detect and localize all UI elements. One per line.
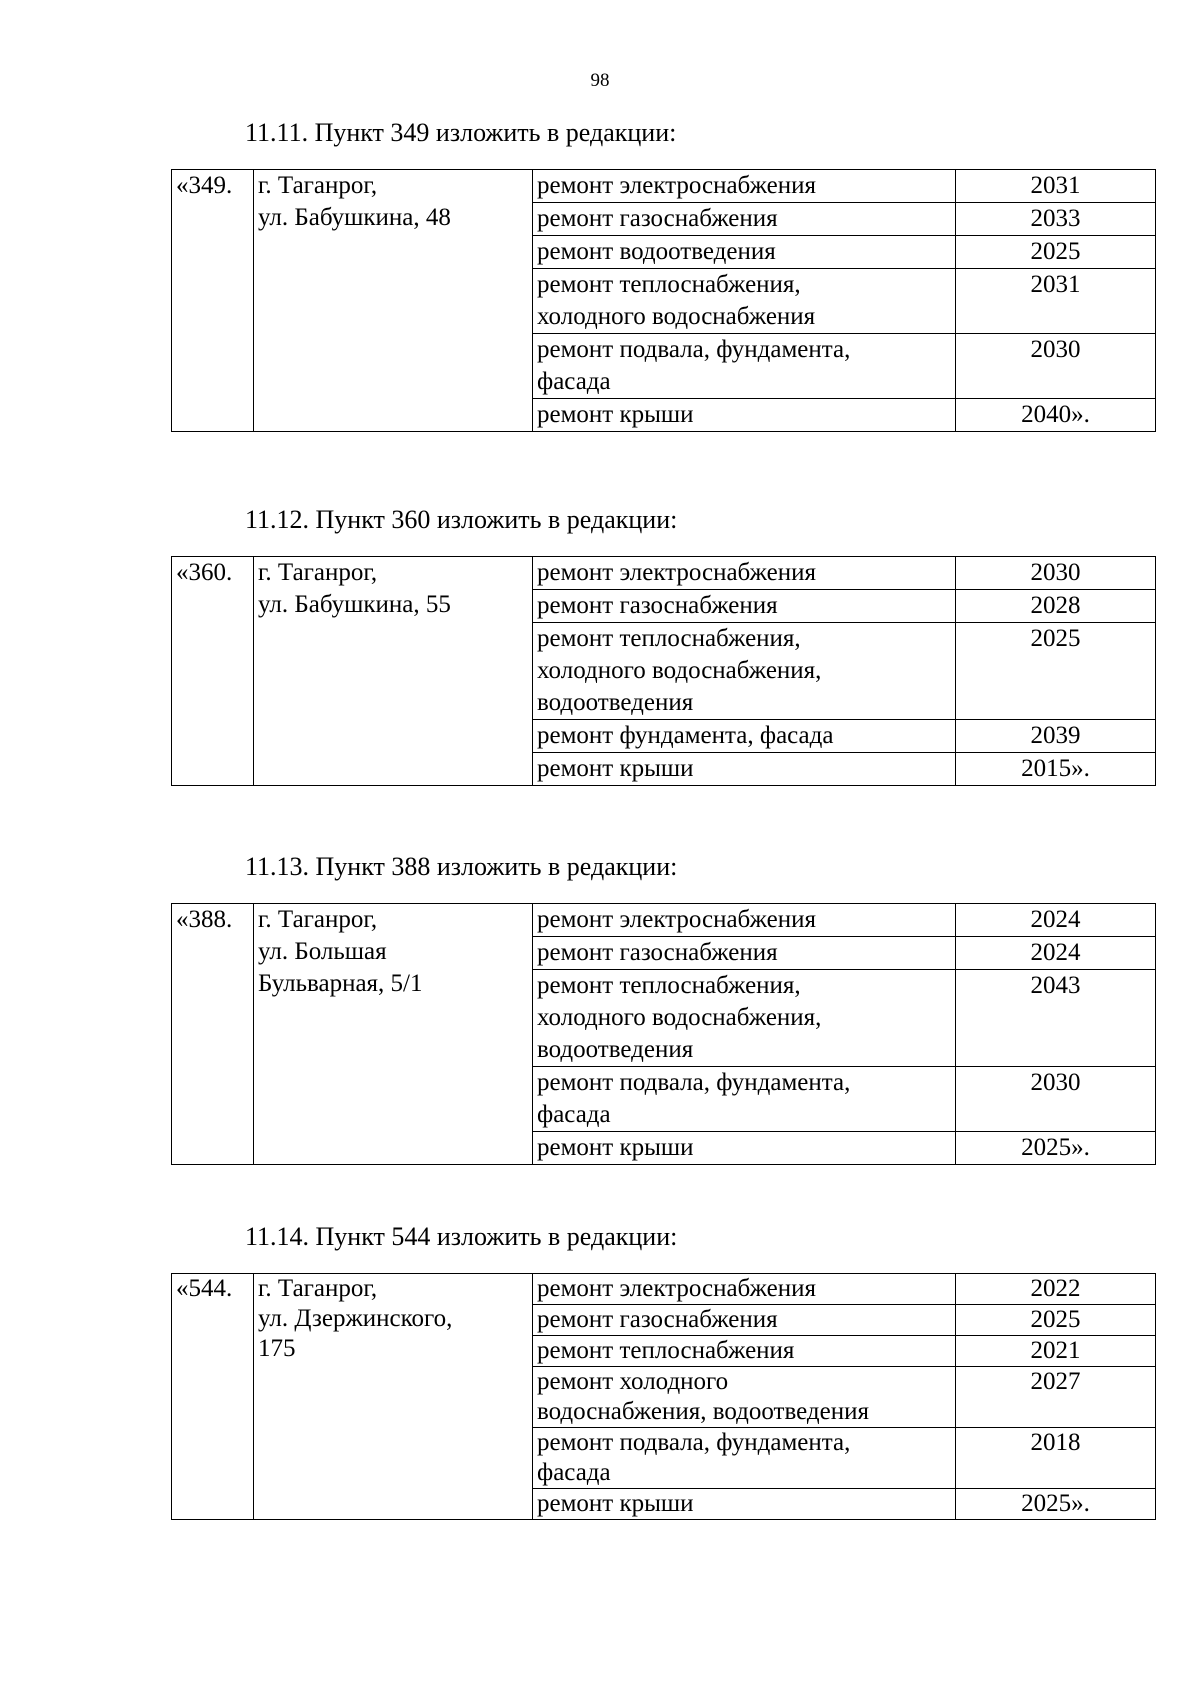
year-cell: 2025». — [956, 1489, 1156, 1520]
work-line: ремонт газоснабжения — [537, 939, 778, 966]
table-row — [172, 1274, 1156, 1305]
work-line: фасада — [537, 368, 611, 395]
work-cell — [533, 170, 956, 203]
address-line: ул. Бабушкина, 55 — [258, 591, 451, 618]
page-number: 98 — [590, 70, 610, 91]
year-cell: 2027 — [956, 1367, 1156, 1428]
year-cell: 2018 — [956, 1428, 1156, 1489]
address-line: 175 — [258, 1335, 296, 1362]
work-cell — [533, 1067, 956, 1132]
work-line: фасада — [537, 1101, 611, 1128]
work-line: ремонт электроснабжения — [537, 559, 816, 586]
work-line: холодного водоснабжения, — [537, 657, 822, 684]
year-cell: 2015». — [956, 753, 1156, 786]
year-cell: 2031 — [956, 269, 1156, 334]
item-number: «349. — [172, 170, 254, 432]
table-item-544 — [171, 1273, 1156, 1520]
work-cell — [533, 1489, 956, 1520]
address-line: г. Таганрог, — [258, 906, 378, 933]
address-line: ул. Бабушкина, 48 — [258, 204, 451, 231]
work-line: водоотведения — [537, 689, 694, 716]
year-cell: 2030 — [956, 1067, 1156, 1132]
year-cell: 2040». — [956, 399, 1156, 432]
year-cell: 2022 — [956, 1274, 1156, 1305]
address-line: г. Таганрог, — [258, 559, 378, 586]
work-line: ремонт крыши — [537, 1134, 694, 1161]
work-line: ремонт газоснабжения — [537, 205, 778, 232]
work-line: ремонт теплоснабжения, — [537, 271, 801, 298]
year-cell: 2033 — [956, 203, 1156, 236]
intro-11-11: 11.11. Пункт 349 изложить в редакции: — [245, 118, 677, 147]
address-line: ул. Дзержинского, — [258, 1305, 453, 1332]
work-cell — [533, 334, 956, 399]
table-row — [172, 170, 1156, 203]
year-cell: 2025 — [956, 623, 1156, 720]
year-cell: 2039 — [956, 720, 1156, 753]
work-line: ремонт водоотведения — [537, 238, 776, 265]
year-cell: 2025 — [956, 236, 1156, 269]
table-item-360 — [171, 556, 1156, 786]
work-line: ремонт электроснабжения — [537, 172, 816, 199]
year-cell: 2030 — [956, 334, 1156, 399]
year-cell: 2030 — [956, 557, 1156, 590]
work-cell — [533, 904, 956, 937]
address — [254, 170, 533, 432]
address — [254, 1274, 533, 1520]
work-cell — [533, 937, 956, 970]
work-cell — [533, 623, 956, 720]
work-line: ремонт газоснабжения — [537, 592, 778, 619]
work-line: ремонт холодного — [537, 1368, 729, 1395]
work-cell — [533, 557, 956, 590]
work-cell — [533, 236, 956, 269]
table-row — [172, 904, 1156, 937]
work-line: ремонт подвала, фундамента, — [537, 1069, 851, 1096]
intro-11-14: 11.14. Пункт 544 изложить в редакции: — [245, 1222, 678, 1251]
table-item-388 — [171, 903, 1156, 1165]
work-line: ремонт фундамента, фасада — [537, 722, 834, 749]
work-cell — [533, 753, 956, 786]
item-number: «360. — [172, 557, 254, 786]
address-line: г. Таганрог, — [258, 1275, 378, 1302]
work-cell — [533, 269, 956, 334]
item-number: «544. — [172, 1274, 254, 1520]
intro-11-13: 11.13. Пункт 388 изложить в редакции: — [245, 852, 678, 881]
year-cell: 2025». — [956, 1132, 1156, 1165]
work-line: холодного водоснабжения, — [537, 1004, 822, 1031]
work-line: ремонт газоснабжения — [537, 1306, 778, 1333]
year-cell: 2021 — [956, 1336, 1156, 1367]
work-cell — [533, 1336, 956, 1367]
work-line: ремонт крыши — [537, 401, 694, 428]
work-line: ремонт электроснабжения — [537, 906, 816, 933]
work-line: ремонт теплоснабжения — [537, 1337, 795, 1364]
item-number: «388. — [172, 904, 254, 1165]
table-item-349 — [171, 169, 1156, 432]
year-cell: 2043 — [956, 970, 1156, 1067]
year-cell: 2024 — [956, 904, 1156, 937]
table-row — [172, 557, 1156, 590]
work-line: ремонт крыши — [537, 755, 694, 782]
work-line: водоотведения — [537, 1036, 694, 1063]
work-cell — [533, 203, 956, 236]
work-cell — [533, 1305, 956, 1336]
year-cell: 2031 — [956, 170, 1156, 203]
work-cell — [533, 590, 956, 623]
work-cell — [533, 970, 956, 1067]
intro-11-12: 11.12. Пункт 360 изложить в редакции: — [245, 505, 678, 534]
year-cell: 2028 — [956, 590, 1156, 623]
work-cell — [533, 399, 956, 432]
work-cell — [533, 1428, 956, 1489]
address — [254, 557, 533, 786]
year-cell: 2025 — [956, 1305, 1156, 1336]
work-cell — [533, 1274, 956, 1305]
address-line: г. Таганрог, — [258, 172, 378, 199]
work-cell — [533, 1367, 956, 1428]
year-cell: 2024 — [956, 937, 1156, 970]
address-line: ул. Большая — [258, 938, 387, 965]
work-line: ремонт электроснабжения — [537, 1275, 816, 1302]
work-line: ремонт теплоснабжения, — [537, 625, 801, 652]
work-line: ремонт теплоснабжения, — [537, 972, 801, 999]
work-line: ремонт подвала, фундамента, — [537, 1429, 851, 1456]
address-line: Бульварная, 5/1 — [258, 970, 423, 997]
work-cell — [533, 1132, 956, 1165]
work-line: холодного водоснабжения — [537, 303, 816, 330]
work-line: водоснабжения, водоотведения — [537, 1398, 869, 1425]
address — [254, 904, 533, 1165]
work-line: фасада — [537, 1459, 611, 1486]
work-line: ремонт крыши — [537, 1490, 694, 1517]
work-line: ремонт подвала, фундамента, — [537, 336, 851, 363]
work-cell — [533, 720, 956, 753]
